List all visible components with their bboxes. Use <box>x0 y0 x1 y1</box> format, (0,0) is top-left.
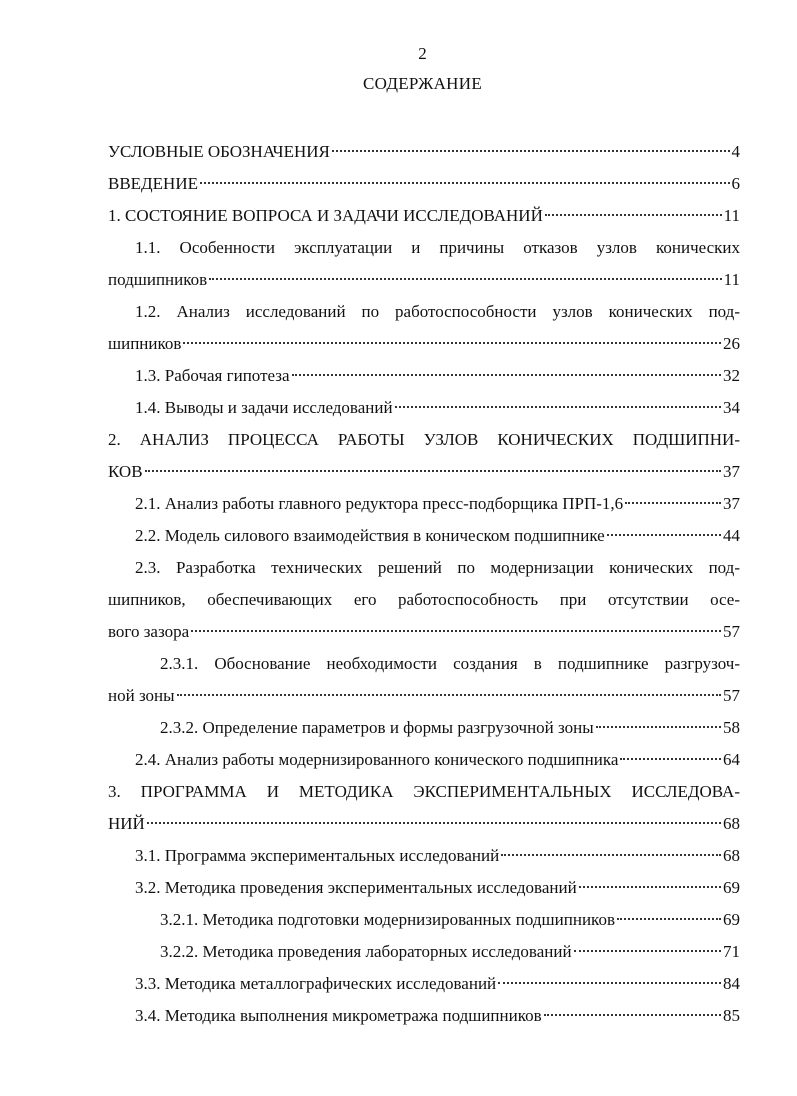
toc-entry[interactable] <box>108 1000 740 1032</box>
toc-entry-title: вого зазора <box>108 622 190 641</box>
dot-leader <box>501 854 721 856</box>
table-of-contents <box>108 136 740 1032</box>
toc-entry[interactable] <box>108 232 740 296</box>
toc-entry-page: 32 <box>723 366 740 385</box>
toc-entry[interactable] <box>108 840 740 872</box>
dot-leader <box>145 470 721 472</box>
dot-leader <box>147 822 721 824</box>
dot-leader <box>183 342 721 344</box>
dot-leader <box>395 406 721 408</box>
toc-entry-page: 37 <box>723 494 740 513</box>
toc-entry-title: 3. ПРОГРАММА И МЕТОДИКА ЭКСПЕРИМЕНТАЛЬНЫХ ИССЛЕДОВА- <box>108 782 740 801</box>
dot-leader <box>625 502 721 504</box>
toc-entry[interactable] <box>108 904 740 936</box>
toc-entry-title: 1.3. Рабочая гипотеза <box>135 366 290 385</box>
toc-entry[interactable] <box>108 936 740 968</box>
toc-entry-title: 3.2. Методика проведения экспериментальных исследований <box>135 878 577 897</box>
toc-entry[interactable] <box>108 712 740 744</box>
toc-entry-page: 57 <box>723 622 740 641</box>
dot-leader <box>544 1014 721 1016</box>
toc-entry-page: 34 <box>723 398 740 417</box>
toc-entry-title: 1.2. Анализ исследований по работоспособности узлов конических под- <box>135 302 740 321</box>
dot-leader <box>191 630 721 632</box>
toc-entry-title: 2.3. Разработка технических решений по модернизации конических под- <box>135 558 740 577</box>
toc-entry-page: 85 <box>723 1006 740 1025</box>
toc-entry-title: шипников <box>108 334 182 353</box>
dot-leader <box>620 758 721 760</box>
toc-entry-page: 58 <box>723 718 740 737</box>
toc-entry-page: 26 <box>723 334 740 353</box>
toc-entry-title: 1.4. Выводы и задачи исследований <box>135 398 393 417</box>
toc-entry-page: 11 <box>723 270 740 289</box>
toc-entry[interactable] <box>108 872 740 904</box>
toc-entry[interactable] <box>108 520 740 552</box>
dot-leader <box>332 150 730 152</box>
toc-entry-page: 4 <box>731 142 740 161</box>
toc-entry-title: 3.2.2. Методика проведения лабораторных исследований <box>160 942 572 961</box>
toc-entry-title: КОВ <box>108 462 143 481</box>
toc-entry-title: 2. АНАЛИЗ ПРОЦЕССА РАБОТЫ УЗЛОВ КОНИЧЕСКИХ ПОДШИПНИ- <box>108 430 740 449</box>
toc-entry[interactable] <box>108 296 740 360</box>
toc-entry-page: 37 <box>723 462 740 481</box>
dot-leader <box>177 694 721 696</box>
toc-entry-title: 2.1. Анализ работы главного редуктора пресс-подборщика ПРП-1,6 <box>135 494 624 513</box>
toc-entry[interactable] <box>108 136 740 168</box>
toc-entry-page: 69 <box>723 878 740 897</box>
toc-entry-title: 1. СОСТОЯНИЕ ВОПРОСА И ЗАДАЧИ ИССЛЕДОВАНИЙ <box>108 206 543 225</box>
toc-entry-title: 2.2. Модель силового взаимодействия в коническом подшипнике <box>135 526 605 545</box>
toc-entry-page: 68 <box>723 814 740 833</box>
toc-entry[interactable] <box>108 488 740 520</box>
toc-entry-page: 44 <box>723 526 740 545</box>
dot-leader <box>545 214 722 216</box>
toc-entry-title: 2.3.1. Обоснование необходимости создания в подшипнике разгрузоч- <box>160 654 740 673</box>
toc-entry-title: 3.2.1. Методика подготовки модернизированных подшипников <box>160 910 615 929</box>
toc-entry-page: 57 <box>723 686 740 705</box>
toc-entry-title: подшипников <box>108 270 208 289</box>
toc-entry-title: шипников, обеспечивающих его работоспособность при отсутствии осе- <box>108 590 740 609</box>
toc-entry[interactable] <box>108 360 740 392</box>
toc-entry-title: ной зоны <box>108 686 175 705</box>
toc-entry-title: 3.3. Методика металлографических исследований <box>135 974 497 993</box>
toc-entry-page: 64 <box>723 750 740 769</box>
toc-entry[interactable] <box>108 392 740 424</box>
toc-entry-title: НИЙ <box>108 814 145 833</box>
toc-entry[interactable] <box>108 744 740 776</box>
toc-entry[interactable] <box>108 168 740 200</box>
dot-leader <box>607 534 721 536</box>
toc-entry-title: 2.3.2. Определение параметров и формы разгрузочной зоны <box>160 718 594 737</box>
toc-entry[interactable] <box>108 424 740 488</box>
toc-entry[interactable] <box>108 648 740 712</box>
toc-entry-page: 71 <box>723 942 740 961</box>
toc-entry-title: УСЛОВНЫЕ ОБОЗНАЧЕНИЯ <box>108 142 330 161</box>
page-title: СОДЕРЖАНИЕ <box>362 74 483 93</box>
page-number: 2 <box>418 44 427 63</box>
dot-leader <box>596 726 721 728</box>
dot-leader <box>209 278 721 280</box>
dot-leader <box>292 374 721 376</box>
toc-entry-page: 68 <box>723 846 740 865</box>
dot-leader <box>200 182 730 184</box>
dot-leader <box>579 886 721 888</box>
toc-entry[interactable] <box>108 552 740 648</box>
toc-entry[interactable] <box>108 968 740 1000</box>
toc-entry-page: 84 <box>723 974 740 993</box>
toc-entry-title: 3.1. Программа экспериментальных исследований <box>135 846 500 865</box>
toc-entry-title: 3.4. Методика выполнения микрометража подшипников <box>135 1006 542 1025</box>
toc-entry-page: 6 <box>731 174 740 193</box>
toc-entry[interactable] <box>108 776 740 840</box>
toc-entry-title: 2.4. Анализ работы модернизированного конического подшипника <box>135 750 619 769</box>
toc-entry-title: ВВЕДЕНИЕ <box>108 174 198 193</box>
toc-entry-title: 1.1. Особенности эксплуатации и причины отказов узлов конических <box>135 238 740 257</box>
toc-entry[interactable] <box>108 200 740 232</box>
dot-leader <box>498 982 721 984</box>
dot-leader <box>617 918 721 920</box>
dot-leader <box>574 950 721 952</box>
toc-entry-page: 11 <box>723 206 740 225</box>
toc-entry-page: 69 <box>723 910 740 929</box>
